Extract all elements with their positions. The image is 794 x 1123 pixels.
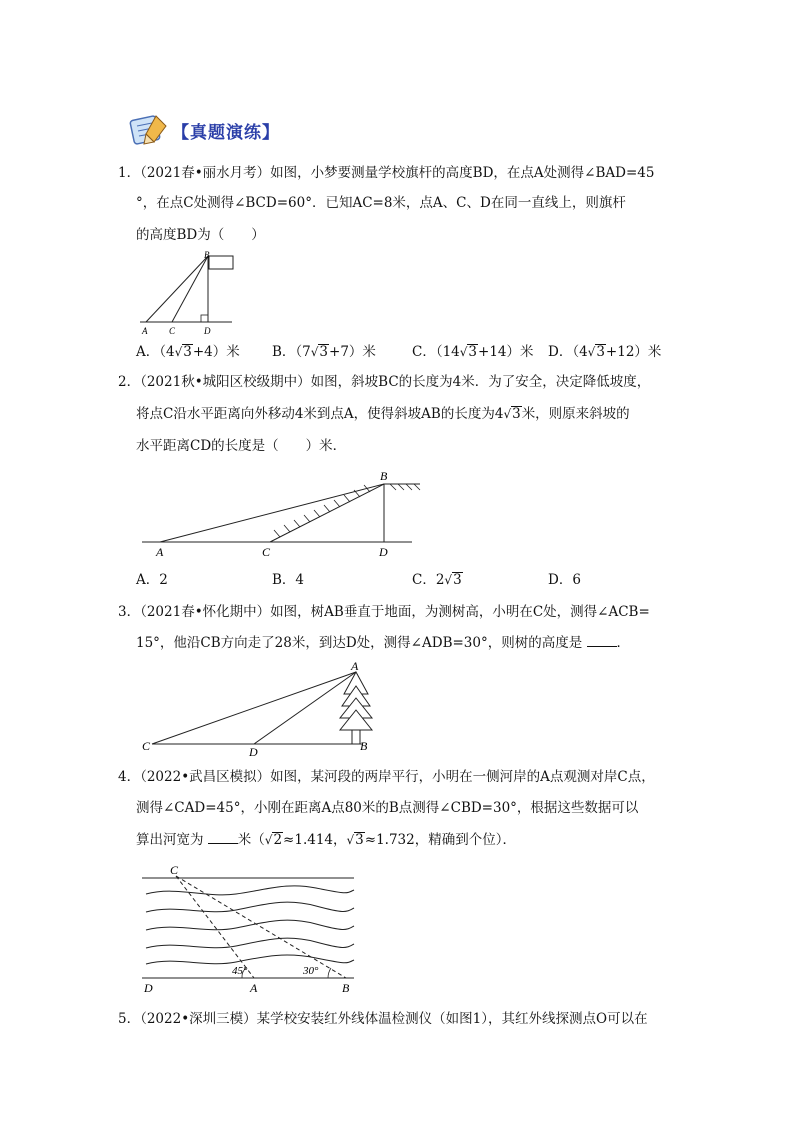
- q4-line3-suffix: ≈1.732，精确到个位）．: [364, 832, 516, 848]
- q1-option-d-suffix: +12）米: [605, 344, 662, 360]
- q1-option-b-suffix: +7）米: [329, 344, 376, 360]
- section-title: 【真题演练】: [172, 122, 280, 143]
- q3-label-A: A: [351, 660, 359, 673]
- q1-option-c[interactable]: [412, 343, 534, 361]
- q1-option-a-prefix: A．（4: [136, 344, 175, 360]
- sqrt-sign: √: [444, 573, 453, 587]
- q2-line3: 水平距离CD的长度是（ ）米．: [136, 438, 347, 454]
- q1-label-B: B: [204, 250, 210, 260]
- q4-line2: 测得∠CAD=45°，小刚在距离A点80米的B点测得∠CBD=30°，根据这些数据可以: [136, 800, 639, 816]
- q2-line2-root: 3: [512, 406, 521, 422]
- q4-line3-prefix: 算出河宽为: [136, 832, 204, 848]
- q1-line1: 1．（2021春•丽水月考）如图，小梦要测量学校旗杆的高度BD，在点A处测得∠BAD=45: [118, 165, 655, 181]
- q3-line2-suffix: ．: [616, 635, 631, 651]
- q1-option-d[interactable]: [548, 343, 661, 361]
- sqrt-sign: √: [264, 833, 273, 847]
- q1-option-d-prefix: D．（4: [548, 344, 588, 360]
- q4-label-C: C: [170, 863, 179, 877]
- q3-line2: [136, 634, 630, 652]
- q2-option-b[interactable]: B．4: [272, 572, 305, 588]
- q2-option-d[interactable]: D．6: [548, 572, 581, 588]
- q3-line1: 3．（2021春•怀化期中）如图，树AB垂直于地面，为测树高，小明在C处，测得∠ACB=: [118, 604, 650, 620]
- q2-option-c-root: 3: [453, 572, 462, 588]
- q2-line2-prefix: 将点C沿水平距离向外移动4米到点A，使得斜坡AB的长度为4: [136, 406, 504, 422]
- q2-figure: [136, 466, 426, 562]
- q2-label-A: A: [156, 545, 164, 559]
- q4-line3-mid1: 米（: [237, 832, 265, 848]
- q4-root2: 3: [355, 832, 364, 848]
- q2-label-B: B: [380, 469, 388, 483]
- q1-option-c-prefix: C．（14: [412, 344, 460, 360]
- q3-label-B: B: [360, 739, 368, 753]
- sqrt-sign: √: [503, 407, 512, 421]
- q4-label-B: B: [342, 981, 350, 995]
- q2-label-D: D: [379, 545, 388, 559]
- q1-figure: [136, 250, 246, 338]
- sqrt-sign: √: [346, 833, 355, 847]
- notepad-pencil-icon: [128, 112, 170, 148]
- q3-figure: [136, 660, 376, 756]
- q1-option-c-root: 3: [468, 344, 478, 360]
- q1-label-C: C: [169, 326, 176, 336]
- q1-option-b[interactable]: [272, 343, 376, 361]
- sqrt-sign: √: [310, 345, 319, 359]
- q3-line2-prefix: 15°，他沿CB方向走了28米，到达D处，测得∠ADB=30°，则树的高度是: [136, 635, 583, 651]
- q4-label-A: A: [250, 981, 258, 995]
- q4-label-D: D: [144, 981, 153, 995]
- section-banner: [128, 112, 280, 148]
- q2-option-c[interactable]: [412, 571, 463, 589]
- answer-blank[interactable]: [587, 634, 617, 647]
- sqrt-sign: √: [587, 345, 596, 359]
- sqrt-sign: √: [174, 345, 183, 359]
- q5-line1: 5．（2022•深圳三模）某学校安装红外线体温检测仪（如图1），其红外线探测点O可以在: [118, 1011, 648, 1027]
- sqrt-sign: √: [459, 345, 468, 359]
- q4-line1: 4．（2022•武昌区模拟）如图，某河段的两岸平行，小明在一侧河岸的A点观测对岸C点，: [118, 769, 655, 785]
- q4-line3-mid2: ≈1.414，: [283, 832, 347, 848]
- q1-option-a-suffix: +4）米: [192, 344, 240, 360]
- q2-line2-suffix: 米，则原来斜坡的: [521, 406, 630, 422]
- q4-root1: 2: [273, 832, 283, 848]
- q1-option-b-prefix: B．（7: [272, 344, 311, 360]
- q2-option-c-prefix: C．2: [412, 572, 445, 588]
- answer-blank[interactable]: [208, 831, 238, 844]
- q1-label-A: A: [142, 326, 148, 336]
- q2-line2: [136, 405, 630, 423]
- q1-option-a[interactable]: [136, 343, 240, 361]
- q1-option-a-root: 3: [183, 344, 192, 360]
- q2-label-C: C: [262, 545, 271, 559]
- q2-option-a[interactable]: A．2: [136, 572, 168, 588]
- q4-angle-45: 45°: [232, 965, 248, 977]
- q1-option-c-suffix: +14）米: [478, 344, 534, 360]
- q1-line3: 的高度BD为（ ）: [136, 227, 265, 243]
- q3-label-D: D: [249, 745, 258, 756]
- q1-label-D: D: [204, 326, 211, 336]
- q4-angle-30: 30°: [303, 965, 319, 977]
- q1-line2: °，在点C处测得∠BCD=60°．已知AC=8米，点A、C、D在同一直线上，则旗杆: [136, 195, 626, 211]
- q4-line3: [136, 831, 516, 849]
- q3-label-C: C: [142, 739, 151, 753]
- q2-line1: 2．（2021秋•城阳区校级期中）如图，斜坡BC的长度为4米．为了安全，决定降低坡度，: [118, 374, 651, 390]
- q1-option-d-root: 3: [596, 344, 605, 360]
- q1-option-b-root: 3: [319, 344, 329, 360]
- q4-figure: [136, 860, 362, 996]
